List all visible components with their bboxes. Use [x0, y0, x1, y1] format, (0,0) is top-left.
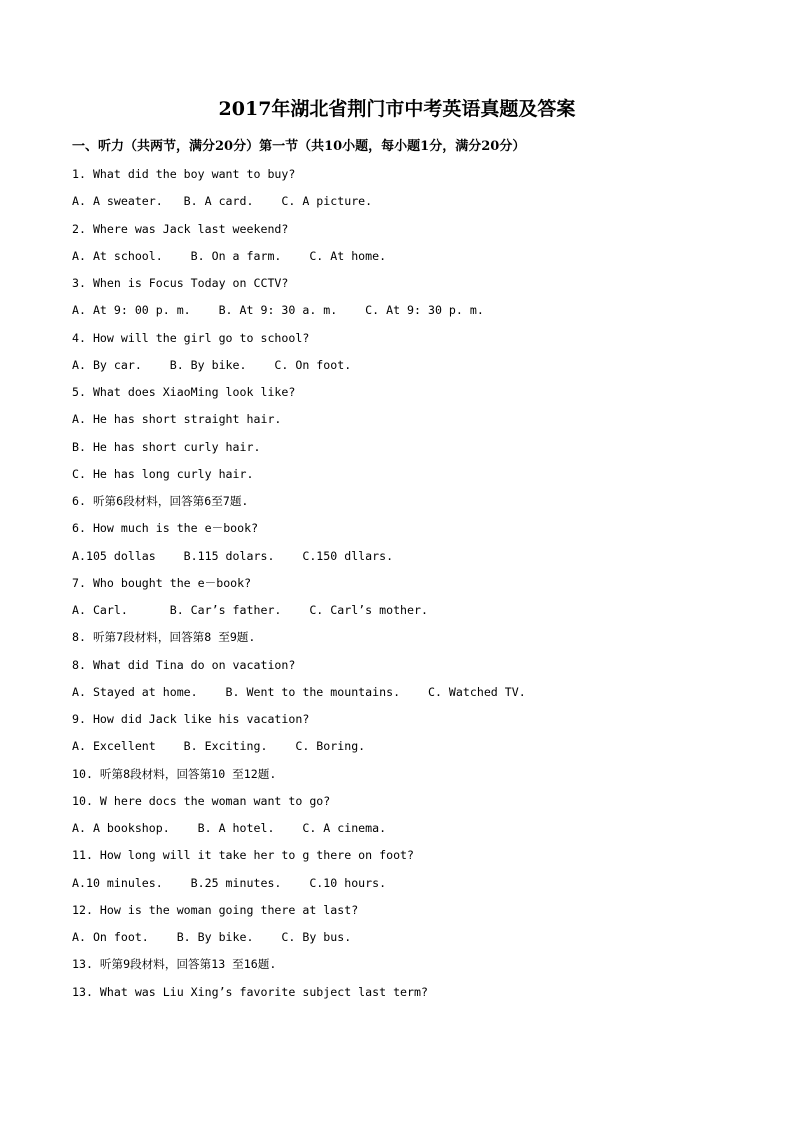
question-line: A. Excellent B. Exciting. C. Boring.: [72, 739, 366, 754]
question-line: B. He has short curly hair.: [72, 439, 261, 454]
question-line: 6. How much is the e－book?: [72, 521, 259, 536]
question-line: 10. 听第8段材料，回答第10 至12题.: [72, 766, 277, 781]
document-title: 2017年湖北省荆门市中考英语真题及答案: [218, 98, 576, 120]
question-line: 11. How long will it take her to g there on foot?: [72, 848, 415, 863]
question-line: 8. What did Tina do on vacation?: [72, 657, 296, 672]
section-heading: 一、听力（共两节，满分20分）第一节（共10小题，每小题1分，满分20分）: [72, 139, 526, 154]
question-line: 12. How is the woman going there at last?: [72, 902, 359, 917]
question-line: A. On foot. B. By bike. C. By bus.: [72, 930, 352, 944]
question-line: A.10 minules. B.25 minutes. C.10 hours.: [72, 875, 387, 890]
question-line: 7. Who bought the e－book?: [72, 575, 252, 590]
question-line: A. At 9: 00 p. m. B. At 9: 30 a. m. C. At 9: 30 p. m.: [72, 303, 484, 318]
question-line: A. At school. B. On a farm. C. At home.: [72, 248, 387, 263]
question-line: A. He has short straight hair.: [72, 412, 282, 427]
question-line: A.105 dollas B.115 dolars. C.150 dllars.: [72, 548, 394, 563]
question-line: 9. How did Jack like his vacation?: [72, 712, 310, 726]
question-line: A. Carl. B. Car’s father. C. Carl’s mother.: [72, 603, 428, 617]
question-line: A. A sweater. B. A card. C. A picture.: [72, 194, 373, 209]
question-list: [72, 164, 732, 1009]
question-line: A. By car. B. By bike. C. On foot.: [72, 357, 352, 372]
question-line: A. Stayed at home. B. Went to the mountains. C. Watched TV.: [72, 684, 526, 699]
question-line: 5. What does XiaoMing look like?: [72, 385, 296, 399]
question-line: A. A bookshop. B. A hotel. C. A cinema.: [72, 821, 387, 835]
question-line: C. He has long curly hair.: [72, 466, 254, 481]
question-line: 4. How will the girl go to school?: [72, 330, 310, 345]
question-line: 10. W here docs the woman want to go?: [72, 793, 331, 808]
question-line: 13. 听第9段材料，回答第13 至16题.: [72, 957, 277, 972]
question-line: 3. When is Focus Today on CCTV?: [72, 276, 289, 290]
question-line: 6. 听第6段材料，回答第6至7题.: [72, 494, 249, 508]
question-line: 2. Where was Jack last weekend?: [72, 221, 289, 236]
question-line: 13. What was Liu Xing’s favorite subject last term?: [72, 984, 428, 999]
question-line: 1. What did the boy want to buy?: [72, 167, 296, 181]
question-line: 8. 听第7段材料，回答第8 至9题.: [72, 630, 256, 645]
